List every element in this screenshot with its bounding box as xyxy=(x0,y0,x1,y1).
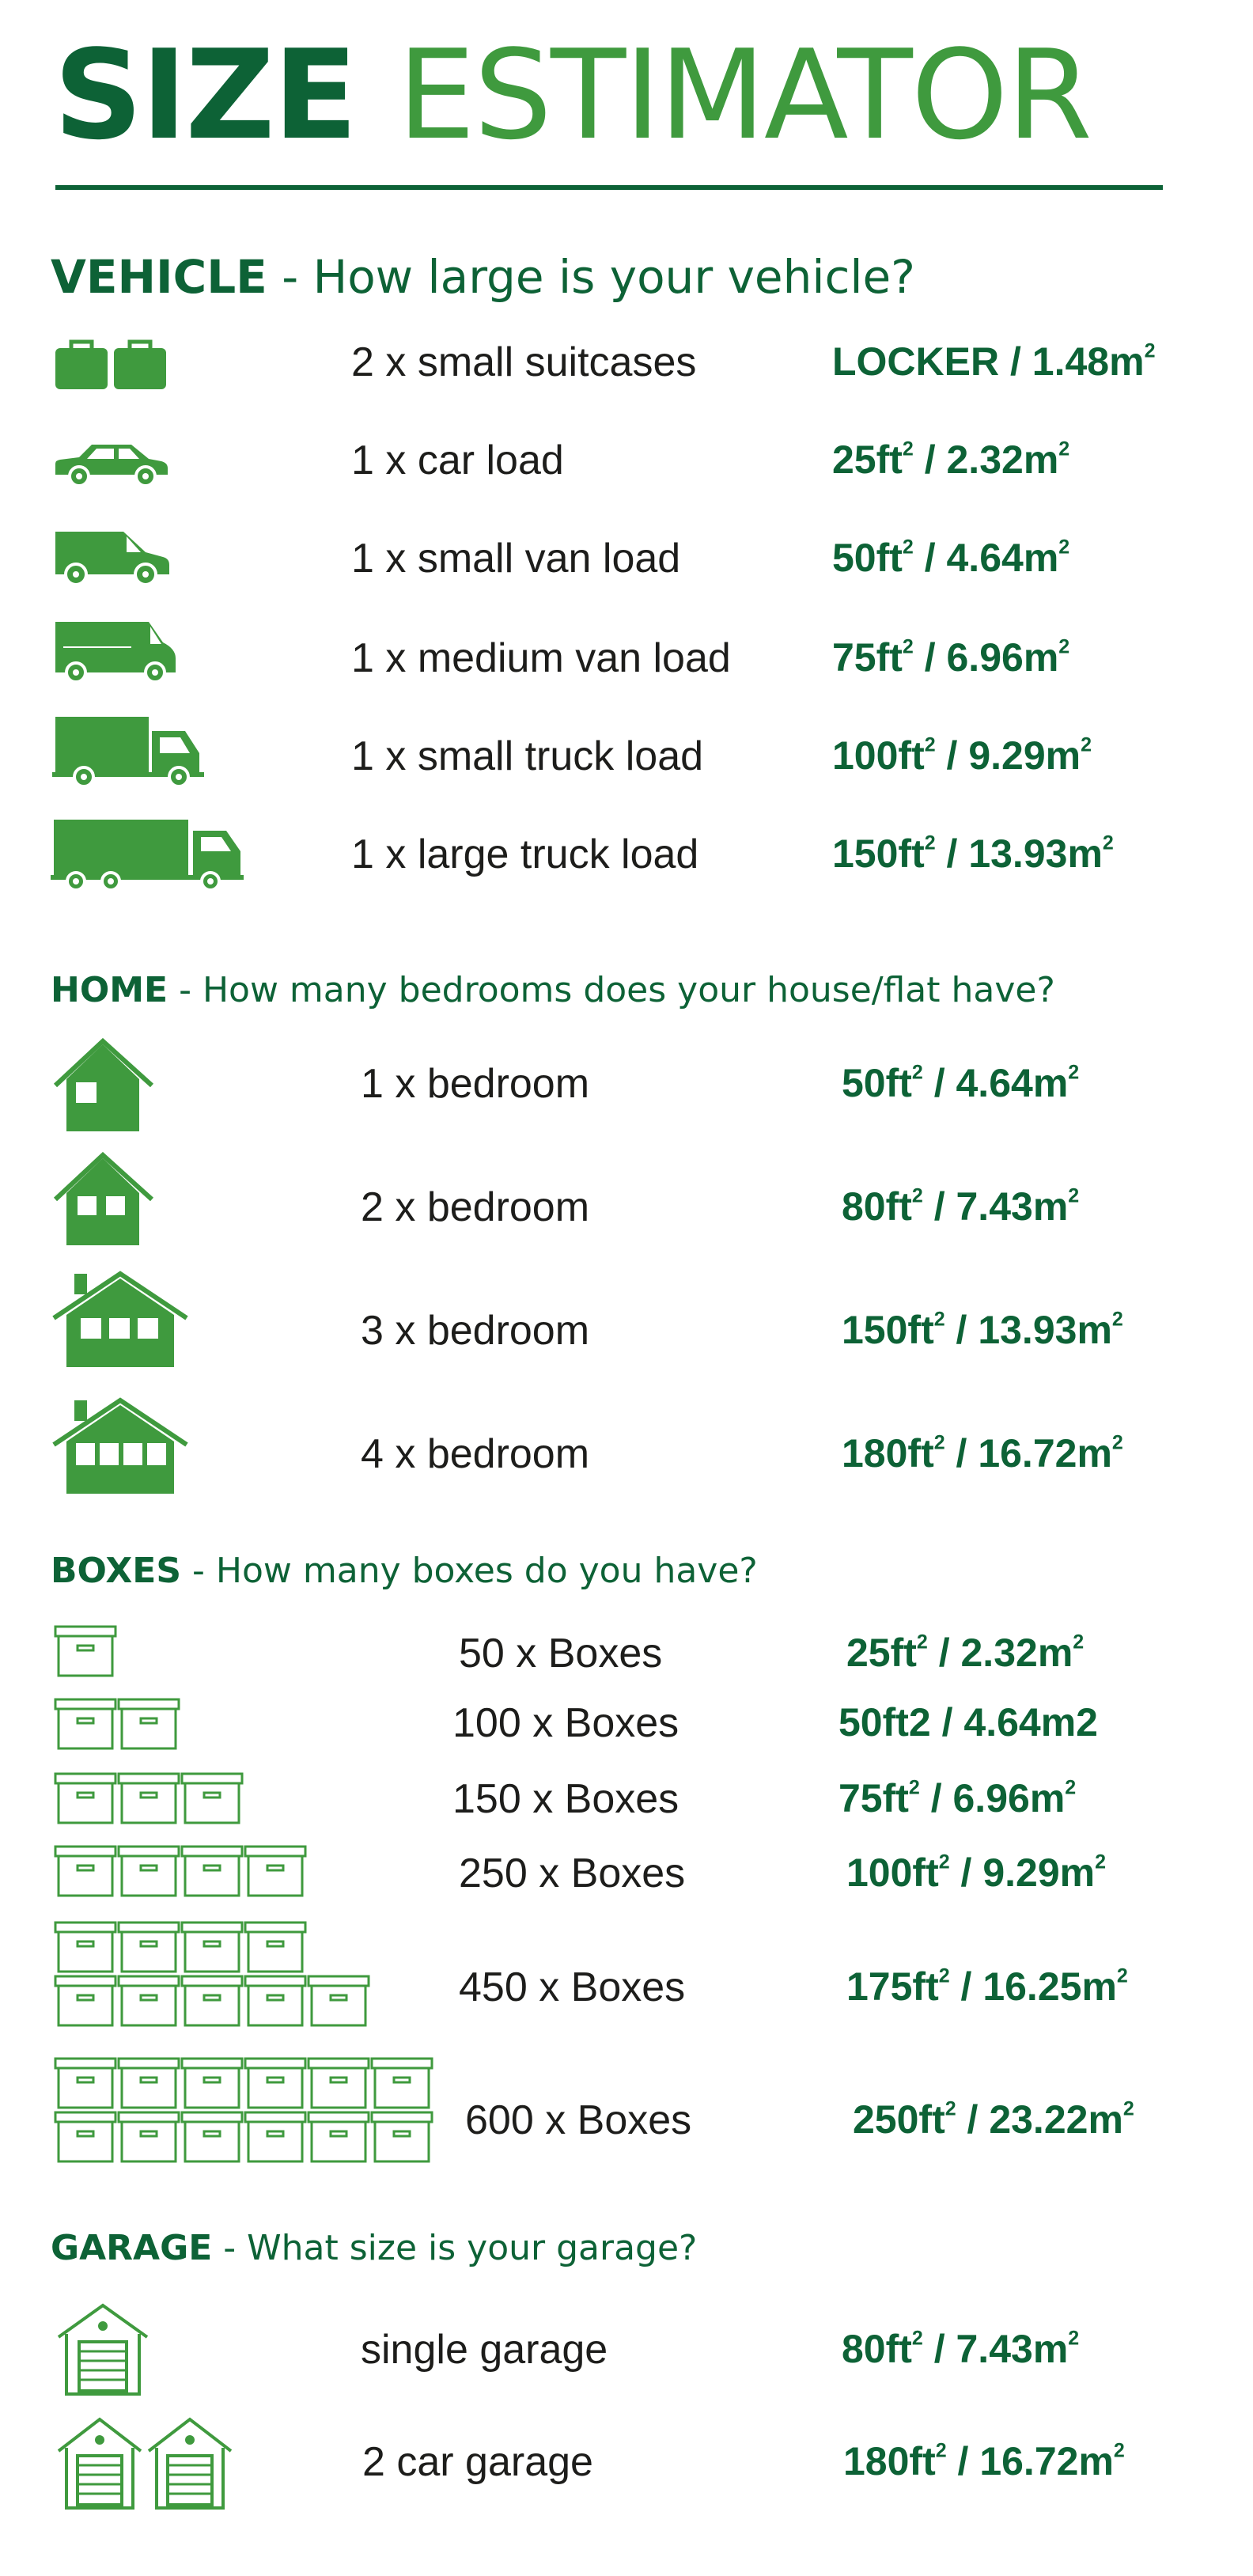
house-4-bedroom-icon xyxy=(51,1397,193,1495)
garage-question: - What size is your garage? xyxy=(223,2228,698,2268)
garage-row-2-label: 2 car garage xyxy=(362,2439,593,2485)
vehicle-row-5-value: $100ft^2 / 9.29m^2$ xyxy=(832,733,1092,778)
home-row-2-value: $80ft^2 / 7.43m^2$ xyxy=(842,1184,1080,1229)
small-truck-icon xyxy=(52,714,207,788)
boxes-question: - How many boxes do you have? xyxy=(192,1551,758,1591)
boxes-row-1-value: $25ft^2 / 2.32m^2$ xyxy=(846,1631,1085,1675)
title-bold: SIZE xyxy=(54,23,357,167)
vehicle-row-5-label: 1 x small truck load xyxy=(351,733,704,779)
boxes-2-icon xyxy=(54,1698,180,1750)
car-icon xyxy=(52,440,171,487)
house-2-bedroom-icon xyxy=(52,1152,155,1247)
boxes-9-icon xyxy=(54,1921,370,2029)
boxes-row-5-value: $175ft^2 / 16.25m^2$ xyxy=(846,1964,1128,2009)
home-row-1-value: $50ft^2 / 4.64m^2$ xyxy=(842,1061,1080,1105)
home-row-1-label: 1 x bedroom xyxy=(361,1061,590,1107)
vehicle-row-3-value: $50ft^2 / 4.64m^2$ xyxy=(832,536,1070,580)
boxes-section-heading xyxy=(51,1551,758,1591)
vehicle-row-1-label: 2 x small suitcases xyxy=(351,339,697,385)
boxes-row-1-label: 50 x Boxes xyxy=(459,1631,663,1676)
boxes-row-3-value: $75ft^2 / 6.96m^2$ xyxy=(838,1776,1077,1820)
vehicle-row-4-value: $75ft^2 / 6.96m^2$ xyxy=(832,635,1070,680)
vehicle-row-2-value: $25ft^2 / 2.32m^2$ xyxy=(832,438,1070,482)
title-light: ESTIMATOR xyxy=(397,23,1091,167)
vehicle-row-3-label: 1 x small van load xyxy=(351,536,681,581)
home-row-3-value: $150ft^2 / 13.93m^2$ xyxy=(842,1308,1123,1352)
single-garage-icon xyxy=(55,2302,150,2397)
suitcases-icon xyxy=(54,339,172,391)
vehicle-row-6-value: $150ft^2 / 13.93m^2$ xyxy=(832,832,1114,876)
boxes-row-4-label: 250 x Boxes xyxy=(459,1851,686,1896)
garage-row-1-value: $80ft^2 / 7.43m^2$ xyxy=(842,2327,1080,2371)
vehicle-section-heading xyxy=(51,250,915,304)
vehicle-row-2-label: 1 x car load xyxy=(351,438,564,483)
home-section-heading xyxy=(51,970,1055,1010)
home-heading: HOME xyxy=(51,970,168,1010)
garage-row-1-label: single garage xyxy=(361,2327,608,2373)
boxes-row-2-value: 50ft2 / 4.64m2 xyxy=(838,1700,1098,1744)
home-row-4-label: 4 x bedroom xyxy=(361,1431,590,1477)
boxes-3-icon xyxy=(54,1772,244,1824)
boxes-row-6-label: 600 x Boxes xyxy=(465,2097,692,2143)
vehicle-row-1-value: LOCKER / $1.48m^2$ xyxy=(832,339,1156,384)
boxes-row-3-label: 150 x Boxes xyxy=(452,1776,679,1822)
large-truck-icon xyxy=(51,816,247,892)
page-title xyxy=(54,23,1091,167)
garage-heading: GARAGE xyxy=(51,2228,213,2268)
vehicle-row-6-label: 1 x large truck load xyxy=(351,832,699,877)
boxes-row-5-label: 450 x Boxes xyxy=(459,1964,686,2010)
boxes-12-icon xyxy=(54,2057,433,2165)
boxes-row-2-label: 100 x Boxes xyxy=(452,1700,679,1746)
garage-section-heading xyxy=(51,2228,697,2268)
boxes-row-6-value: $250ft^2 / 23.22m^2$ xyxy=(853,2097,1134,2142)
house-1-bedroom-icon xyxy=(52,1038,155,1133)
boxes-1-icon xyxy=(54,1625,117,1677)
boxes-heading: BOXES xyxy=(51,1551,182,1591)
boxes-4-icon xyxy=(54,1845,307,1897)
home-row-4-value: $180ft^2 / 16.72m^2$ xyxy=(842,1431,1123,1476)
title-divider xyxy=(55,185,1163,190)
vehicle-row-4-label: 1 x medium van load xyxy=(351,635,731,681)
medium-van-icon xyxy=(52,617,182,684)
boxes-row-4-value: $100ft^2 / 9.29m^2$ xyxy=(846,1851,1106,1895)
small-van-icon xyxy=(52,527,172,585)
garage-row-2-value: $180ft^2 / 16.72m^2$ xyxy=(843,2439,1125,2483)
vehicle-question: - How large is your vehicle? xyxy=(282,250,915,304)
home-row-3-label: 3 x bedroom xyxy=(361,1308,590,1354)
double-garage-icon xyxy=(55,2416,234,2511)
home-question: - How many bedrooms does your house/flat have? xyxy=(179,970,1055,1010)
vehicle-heading: VEHICLE xyxy=(51,250,267,304)
house-3-bedroom-icon xyxy=(51,1271,193,1369)
home-row-2-label: 2 x bedroom xyxy=(361,1184,590,1230)
